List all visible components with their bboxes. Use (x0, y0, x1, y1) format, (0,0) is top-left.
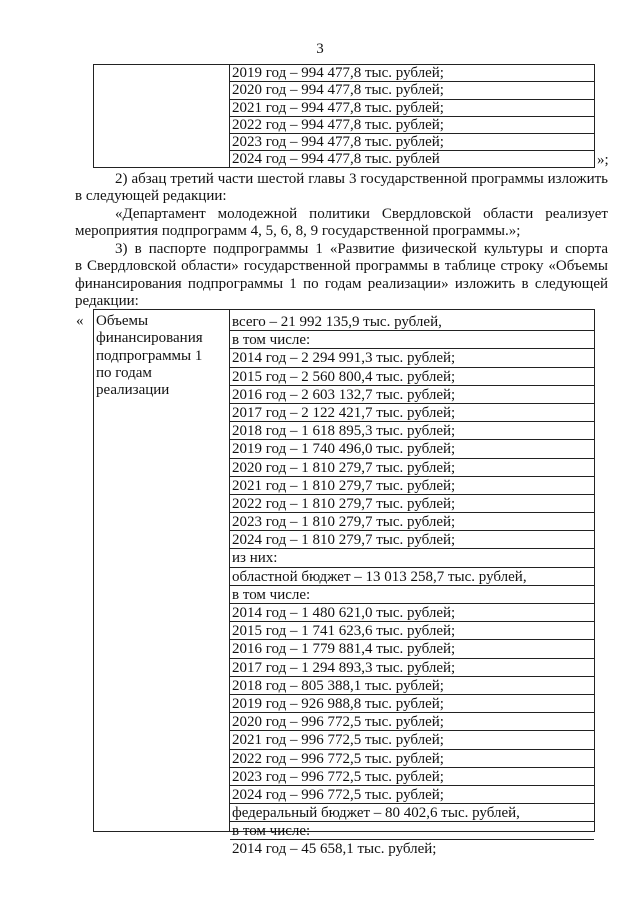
table-row: 2022 год – 996 772,5 тыс. рублей; (230, 750, 594, 768)
row-label-line: Объемы (96, 313, 149, 329)
paragraph-line: редакции: (75, 292, 139, 309)
table-row: 2019 год – 1 740 496,0 тыс. рублей; (230, 440, 594, 458)
table-row: 2014 год – 2 294 991,3 тыс. рублей; (230, 349, 594, 367)
row-label-line: финансирования (96, 330, 203, 347)
table-row: 2018 год – 1 618 895,3 тыс. рублей; (230, 422, 594, 440)
table-row: 2017 год – 1 294 893,3 тыс. рублей; (230, 659, 594, 677)
paragraph-line: в следующей редакции: (75, 188, 227, 205)
table-row: в том числе: (230, 586, 594, 604)
table-row: 2019 год – 994 477,8 тыс. рублей; (230, 65, 594, 82)
table-row: в том числе: (230, 822, 594, 840)
table-row: 2016 год – 1 779 881,4 тыс. рублей; (230, 640, 594, 658)
row-label (96, 313, 226, 399)
table-row: 2021 год – 994 477,8 тыс. рублей; (230, 100, 594, 117)
table-row: 2015 год – 1 741 623,6 тыс. рублей; (230, 622, 594, 640)
table1-closing-quote: »; (597, 152, 609, 168)
table-row: 2023 год – 994 477,8 тыс. рублей; (230, 134, 594, 151)
table-row: 2020 год – 1 810 279,7 тыс. рублей; (230, 459, 594, 477)
paragraph-4 (75, 241, 608, 310)
table-row: 2021 год – 996 772,5 тыс. рублей; (230, 731, 594, 749)
table2-values (230, 313, 594, 859)
paragraph-line: в Свердловской области» государственной программы в таблице строку «Объемы (75, 258, 608, 275)
paragraph-line: 2) абзац третий части шестой главы 3 государственной программы изложить (115, 171, 608, 187)
table-row: 2023 год – 1 810 279,7 тыс. рублей; (230, 513, 594, 531)
table-row: 2022 год – 1 810 279,7 тыс. рублей; (230, 495, 594, 513)
paragraph-line: «Департамент молодежной политики Свердловской области реализует (115, 206, 608, 222)
table-row: 2020 год – 996 772,5 тыс. рублей; (230, 713, 594, 731)
table-row: 2015 год – 2 560 800,4 тыс. рублей; (230, 368, 594, 386)
table-row: 2022 год – 994 477,8 тыс. рублей; (230, 117, 594, 134)
row-label-line: реализации (96, 382, 170, 399)
table-row: 2019 год – 926 988,8 тыс. рублей; (230, 695, 594, 713)
paragraph-3 (75, 206, 608, 241)
table-row: 2023 год – 996 772,5 тыс. рублей; (230, 768, 594, 786)
table-row: 2024 год – 1 810 279,7 тыс. рублей; (230, 531, 594, 549)
table1-values (230, 65, 594, 169)
funding-table-continuation (93, 64, 595, 168)
paragraph-line: финансирования подпрограммы 1 по годам реализации» изложить в следующей (75, 275, 608, 292)
table-row: областной бюджет – 13 013 258,7 тыс. рублей, (230, 568, 594, 586)
table-row: федеральный бюджет – 80 402,6 тыс. рублей, (230, 804, 594, 822)
table-row: 2016 год – 2 603 132,7 тыс. рублей; (230, 386, 594, 404)
row-label-line: подпрограммы 1 (96, 347, 203, 364)
page-number: 3 (316, 41, 324, 57)
table-row: в том числе: (230, 331, 594, 349)
table-row: 2018 год – 805 388,1 тыс. рублей; (230, 677, 594, 695)
table-row: всего – 21 992 135,9 тыс. рублей, (230, 313, 594, 331)
paragraph-line: 3) в паспорте подпрограммы 1 «Развитие физической культуры и спорта (115, 241, 608, 257)
table-row: 2014 год – 1 480 621,0 тыс. рублей; (230, 604, 594, 622)
table-row: 2024 год – 994 477,8 тыс. рублей (232, 151, 440, 168)
paragraph-line: мероприятия подпрограмм 4, 5, 6, 8, 9 государственной программы.»; (75, 223, 521, 240)
table-row: из них: (230, 549, 594, 567)
table-row: 2017 год – 2 122 421,7 тыс. рублей; (230, 404, 594, 422)
table-row: 2020 год – 994 477,8 тыс. рублей; (230, 82, 594, 99)
table-row: 2014 год – 45 658,1 тыс. рублей; (232, 841, 437, 858)
table2-opening-quote: « (76, 313, 84, 329)
table-row: 2021 год – 1 810 279,7 тыс. рублей; (230, 477, 594, 495)
row-label-line: по годам (96, 364, 152, 381)
paragraph-2 (75, 171, 608, 206)
subprogram-funding-table (93, 309, 595, 858)
table-row: 2024 год – 996 772,5 тыс. рублей; (230, 786, 594, 804)
